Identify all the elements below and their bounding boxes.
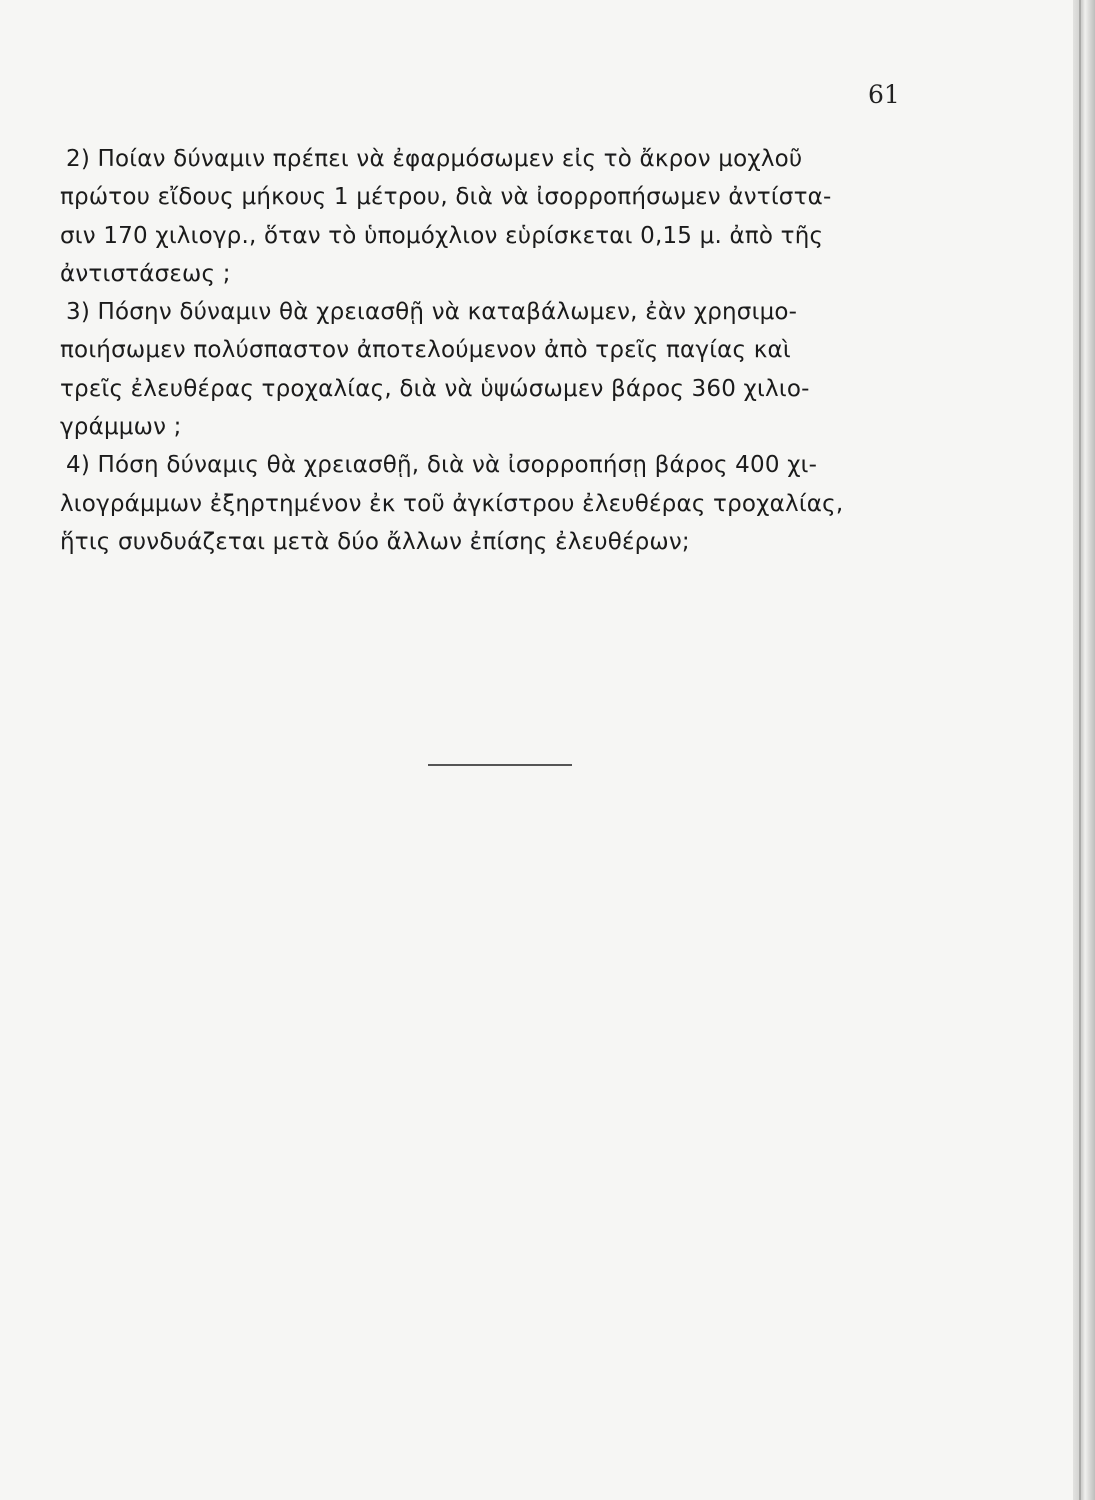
page-number: 61	[868, 80, 900, 109]
book-binding-edge	[1073, 0, 1095, 1500]
exercise-3-line-1: 3) Πόσην δύναμιν θὰ χρειασθῇ νὰ καταβάλωμεν, ἐὰν χρησιμο-	[66, 299, 798, 326]
exercise-4-line-2: λιογράμμων ἐξηρτημένον ἐκ τοῦ ἀγκίστρου ἐλευθέρας τροχαλίας,	[60, 490, 844, 517]
exercise-2-line-2: πρώτου εἴδους μήκους 1 μέτρου, διὰ νὰ ἰσορροπήσωμεν ἀντίστα-	[60, 184, 832, 211]
exercise-4	[60, 446, 932, 561]
exercise-4-line-1: 4) Πόση δύναμις θὰ χρειασθῇ, διὰ νὰ ἰσορροπήσῃ βάρος 400 χι-	[66, 452, 818, 479]
section-divider-rule	[428, 764, 572, 766]
exercise-3	[60, 293, 932, 446]
exercise-4-line-3: ἥτις συνδυάζεται μετὰ δύο ἄλλων ἐπίσης ἐλευθέρων;	[60, 528, 690, 555]
exercise-2	[60, 140, 932, 293]
exercise-3-line-2: ποιήσωμεν πολύσπαστον ἀποτελούμενον ἀπὸ τρεῖς παγίας καὶ	[60, 337, 791, 364]
exercise-2-line-3: σιν 170 χιλιογρ., ὅταν τὸ ὑπομόχλιον εὑρίσκεται 0,15 μ. ἀπὸ τῆς	[60, 222, 824, 249]
exercise-2-line-1: 2) Ποίαν δύναμιν πρέπει νὰ ἐφαρμόσωμεν εἰς τὸ ἄκρον μοχλοῦ	[66, 146, 803, 172]
exercise-2-line-4: ἀντιστάσεως ;	[60, 260, 231, 287]
exercise-3-line-3: τρεῖς ἐλευθέρας τροχαλίας, διὰ νὰ ὑψώσωμεν βάρος 360 χιλιο-	[60, 375, 810, 402]
exercise-3-line-4: γράμμων ;	[60, 414, 182, 441]
exercise-list	[60, 140, 932, 561]
